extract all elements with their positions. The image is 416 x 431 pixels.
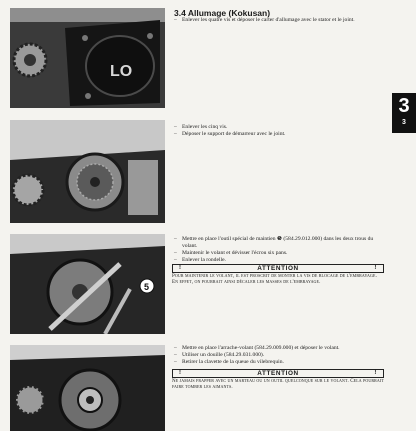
tool-callout-number: 5 [144, 282, 150, 292]
attention-text: Ne jamais frapper avec un marteau ou un outil quelconque sur le volant. Cela pourrait faire tomber les aimants. [172, 379, 384, 391]
engine-photo-flywheel-puller [10, 345, 165, 431]
attention-box [172, 264, 384, 286]
steps-list [174, 236, 384, 264]
chapter-tab [392, 93, 416, 133]
step-item: – Enlever la rondelle. [174, 257, 384, 264]
engine-photo-holding-tool [10, 234, 165, 334]
attention-heading: ATTENTION [257, 370, 299, 377]
engine-photo-starter-support-illustration [10, 120, 165, 223]
step-item: – Utiliser un douille (584.29.031.000). [174, 352, 384, 359]
engine-photo-flywheel-puller-illustration [10, 345, 165, 431]
step-item: – Mettre en place l'arrache-volant (584.29.009.000) et déposer le volant. [174, 345, 384, 352]
attention-heading-bar [172, 369, 384, 378]
step-item: – Retirer la clavette de la queue du vilebrequin. [174, 359, 384, 366]
attention-heading-bar [172, 264, 384, 273]
step-item: – Déposer le support de démarreur avec le joint. [174, 131, 384, 138]
warning-mark-icon: ! [374, 265, 377, 271]
section-title: 3.4 Allumage (Kokusan) [174, 8, 271, 18]
attention-box [172, 369, 384, 391]
attention-heading: ATTENTION [257, 265, 299, 272]
engine-photo-starter-support [10, 120, 165, 223]
step-item: – Enlever les cinq vis. [174, 124, 384, 131]
chapter-number: 3 [398, 95, 410, 117]
engine-photo-holding-tool-illustration [10, 234, 165, 334]
steps-list [174, 124, 384, 138]
chapter-subnumber: 3 [402, 119, 406, 126]
engine-photo-ignition-cover [10, 8, 165, 108]
warning-mark-icon: ! [374, 370, 377, 376]
attention-text: Pour maintenir le volant, il est proscrit de monter la vis de blocage de l'embrayage. En effet, on pourrait ainsi décaler les masses de l'embrayage. [172, 274, 377, 286]
steps-list [174, 17, 384, 24]
step-item: – Enlever les quatre vis et déposer le carter d'allumage avec le stator et le joint. [174, 17, 384, 24]
step-item: – Maintenir le volant et dévisser l'écrou six pans. [174, 250, 384, 257]
steps-list [174, 345, 384, 366]
warning-mark-icon: ! [179, 370, 182, 376]
engine-photo-ignition-cover-illustration [10, 8, 165, 108]
svg-text:LO: LO [110, 63, 133, 80]
step-item: – Mettre en place l'outil spécial de maintien ❺ (584.29.012.000) dans les deux trous du volant. [174, 236, 384, 250]
warning-mark-icon: ! [179, 265, 182, 271]
